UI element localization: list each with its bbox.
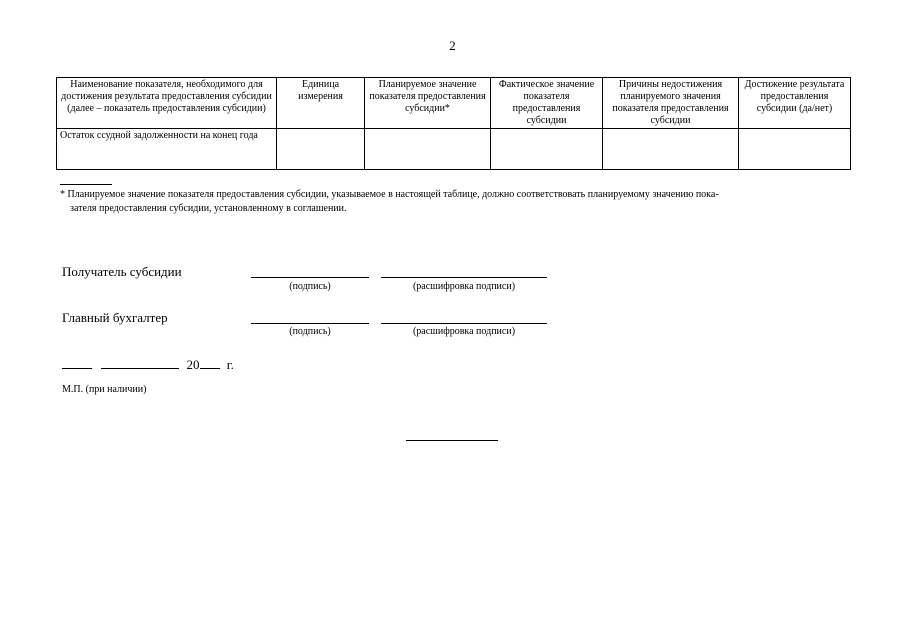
recipient-decoding-line <box>381 277 547 278</box>
year-blank <box>200 356 220 369</box>
cell-achievement <box>739 129 851 170</box>
accountant-decoding-caption: (расшифровка подписи) <box>412 326 516 337</box>
day-blank <box>62 356 92 369</box>
cell-actual <box>491 129 603 170</box>
cell-reasons <box>603 129 739 170</box>
date-line <box>62 356 234 373</box>
header-indicator-name: Наименование показателя, необходимого для достижения результата предоставления субсидии (далее – показатель предоставления субсидии) <box>57 78 277 129</box>
table-row <box>57 129 851 170</box>
recipient-label: Получатель субсидии <box>62 264 182 279</box>
header-actual-value: Фактическое значение показателя предоставления субсидии <box>491 78 603 129</box>
accountant-label: Главный бухгалтер <box>62 310 168 325</box>
page-number: 2 <box>449 38 456 53</box>
year-suffix: г. <box>226 357 234 372</box>
cell-unit <box>277 129 365 170</box>
footnote-line-2: зателя предоставления субсидии, установленному в соглашении. <box>70 203 347 214</box>
century-text: 20 <box>186 357 200 372</box>
cell-planned <box>365 129 491 170</box>
footnote-divider <box>60 184 112 185</box>
footnote-line-1: * Планируемое значение показателя предоставления субсидии, указываемое в настоящей таблице, должно соответствовать планируемому значению пока- <box>60 189 719 200</box>
accountant-signature-caption: (подпись) <box>289 326 331 337</box>
recipient-decoding-caption: (расшифровка подписи) <box>412 281 516 292</box>
table-header-row <box>57 78 851 129</box>
stamp-label: М.П. (при наличии) <box>62 384 147 395</box>
end-divider <box>406 440 498 441</box>
header-reasons: Причины недостижения планируемого значения показателя предоставления субсидии <box>603 78 739 129</box>
header-planned-value: Планируемое значение показателя предоставления субсидии* <box>365 78 491 129</box>
month-blank <box>101 356 179 369</box>
header-unit: Единица измерения <box>277 78 365 129</box>
header-achievement: Достижение результата предоставления субсидии (да/нет) <box>739 78 851 129</box>
recipient-signature-line <box>251 277 369 278</box>
accountant-signature-line <box>251 323 369 324</box>
report-table <box>56 77 851 170</box>
cell-indicator: Остаток ссудной задолженности на конец года <box>57 129 277 170</box>
recipient-signature-caption: (подпись) <box>289 281 331 292</box>
accountant-decoding-line <box>381 323 547 324</box>
footnote <box>60 188 850 216</box>
